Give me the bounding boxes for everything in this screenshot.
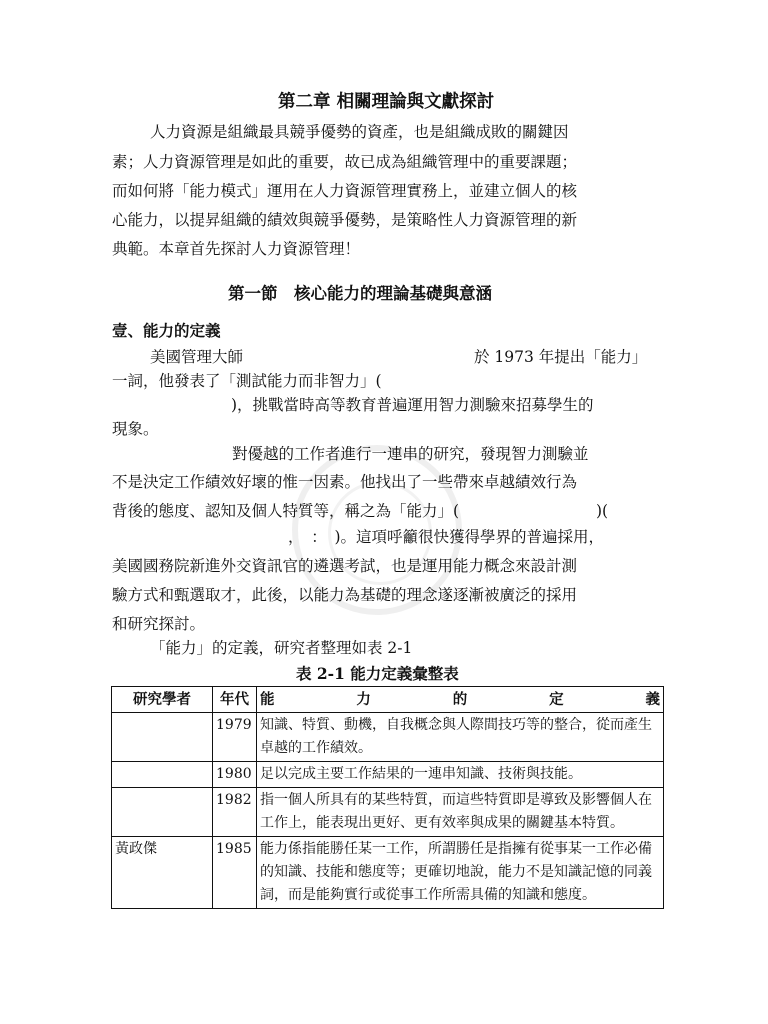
table-row	[112, 762, 664, 788]
subsection-title: 壹、能力的定義	[112, 321, 221, 340]
para1-line: 一詞，他發表了「測試能力而非智力」(	[112, 372, 382, 390]
header-researcher: 研究學者	[112, 687, 213, 713]
chapter-title: 第二章 相關理論與文獻探討	[278, 92, 495, 112]
table-row	[112, 713, 664, 762]
para2-line: 美國國務院新進外交資訊官的遴選考試，也是運用能力概念來設計測	[112, 557, 578, 575]
intro-line: 心能力，以提昇組織的績效與競爭優勢，是策略性人力資源管理的新	[112, 211, 578, 229]
para2-line-tail: )(	[596, 502, 609, 520]
intro-line: 而如何將「能力模式」運用在人力資源管理實務上，並建立個人的核	[112, 182, 578, 200]
para2-line: 對優越的工作者進行一連串的研究，發現智力測驗並	[232, 445, 589, 463]
cell-year: 1985	[213, 837, 257, 909]
para2-line: 不是決定工作績效好壞的惟一因素。他找出了一些帶來卓越績效行為	[112, 473, 578, 491]
para2-line: 背後的態度、認知及個人特質等，稱之為「能力」(	[112, 502, 460, 520]
cell-year: 1980	[213, 762, 257, 788]
intro-line: 典範。本章首先探討人力資源管理！	[112, 240, 361, 258]
table-intro: 「能力」的定義，研究者整理如表 2-1	[150, 639, 413, 657]
cell-researcher	[112, 788, 213, 837]
cell-year: 1979	[213, 713, 257, 762]
definition-table	[111, 686, 664, 909]
header-definition-char: 能	[260, 691, 275, 708]
table-header-row	[112, 687, 664, 713]
para2-line: ， ： )。這項呼籲很快獲得學界的普遍採用，	[288, 528, 605, 546]
cell-definition: 知識、特質、動機，自我概念與人際間技巧等的整合，從而產生卓越的工作績效。	[257, 713, 664, 762]
para2-line: 和研究探討。	[112, 615, 206, 633]
para1-line: )，挑戰當時高等教育普遍運用智力測驗來招募學生的	[231, 396, 594, 414]
header-definition-char: 定	[549, 691, 564, 708]
header-definition	[257, 687, 664, 713]
intro-line: 素；人力資源管理是如此的重要，故已成為組織管理中的重要課題；	[112, 153, 578, 171]
cell-definition: 足以完成主要工作結果的一連串知識、技術與技能。	[257, 762, 664, 788]
para1-line: 美國管理大師	[150, 348, 244, 366]
section-title: 第一節 核心能力的理論基礎與意涵	[228, 284, 492, 303]
cell-researcher	[112, 713, 213, 762]
para2-line: 驗方式和甄選取才，此後，以能力為基礎的理念遂逐漸被廣泛的採用	[112, 586, 578, 604]
cell-year: 1982	[213, 788, 257, 837]
header-definition-char: 力	[356, 691, 371, 708]
cell-definition: 指一個人所具有的某些特質，而這些特質即是導致及影響個人在工作上，能表現出更好、更有效率與成果的關鍵基本特質。	[257, 788, 664, 837]
header-definition-char: 義	[645, 691, 660, 708]
header-year: 年代	[213, 687, 257, 713]
table-caption: 表 2-1 能力定義彙整表	[296, 664, 459, 683]
cell-researcher: 黃政傑	[112, 837, 213, 909]
cell-researcher	[112, 762, 213, 788]
table-row	[112, 788, 664, 837]
intro-line: 人力資源是組織最具競爭優勢的資產，也是組織成敗的關鍵因	[150, 123, 569, 141]
cell-definition: 能力係指能勝任某一工作，所謂勝任是指擁有從事某一工作必備的知識、技能和態度等；更確切地說，能力不是知識記憶的同義詞，而是能夠實行或從事工作所需具備的知識和態度。	[257, 837, 664, 909]
table-row	[112, 837, 664, 909]
para1-line: 於 1973 年提出「能力」	[474, 348, 648, 366]
header-definition-char: 的	[452, 691, 468, 708]
para1-line: 現象。	[112, 420, 159, 438]
